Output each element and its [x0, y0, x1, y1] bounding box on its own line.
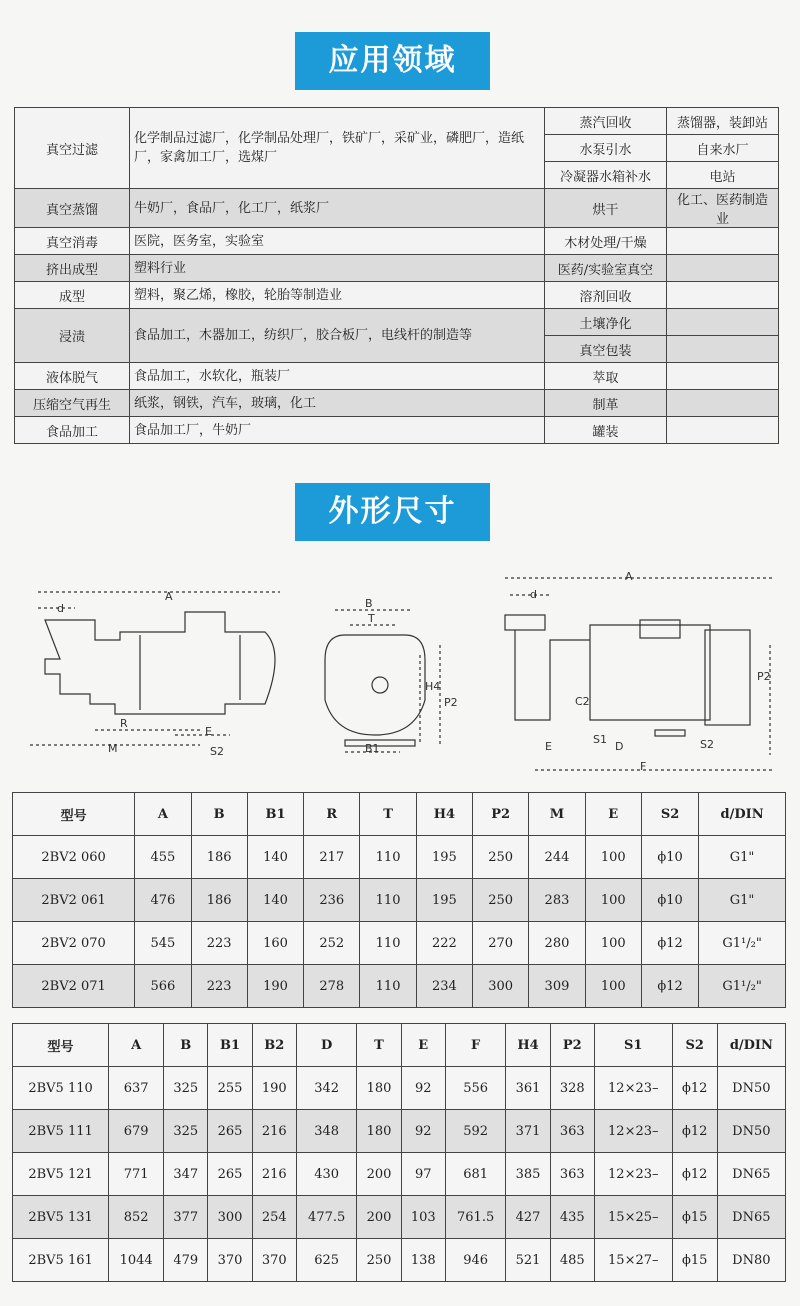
spec-header-cell: B — [164, 1024, 208, 1067]
spec-cell: 195 — [416, 836, 472, 879]
spec-cell: 223 — [191, 922, 247, 965]
label-E-right: E — [545, 740, 552, 753]
application-use: 真空包装 — [544, 336, 666, 363]
spec-cell: ϕ12 — [641, 965, 698, 1008]
spec-row — [13, 965, 786, 1008]
spec-cell: 186 — [191, 879, 247, 922]
application-row — [15, 189, 779, 228]
application-use-site — [667, 336, 779, 363]
application-use: 罐装 — [544, 417, 666, 444]
spec-cell: 103 — [401, 1196, 445, 1239]
spec-cell: 140 — [247, 836, 303, 879]
spec-cell: 328 — [550, 1067, 594, 1110]
spec-cell: 265 — [208, 1110, 252, 1153]
application-use: 萃取 — [544, 363, 666, 390]
spec-header-cell: S2 — [672, 1024, 717, 1067]
spec-cell: 250 — [473, 879, 529, 922]
application-use-site: 化工、医药制造业 — [667, 189, 779, 228]
spec-cell: ϕ10 — [641, 879, 698, 922]
application-use-site: 蒸馏器，装卸站 — [667, 108, 779, 135]
spec-cell: 476 — [135, 879, 191, 922]
spec-cell: ϕ12 — [672, 1153, 717, 1196]
application-field: 食品加工 — [15, 417, 130, 444]
spec-table-2bv2 — [12, 792, 786, 1008]
spec-cell: 946 — [445, 1239, 505, 1282]
spec-header-cell: S1 — [594, 1024, 672, 1067]
spec-cell: 250 — [357, 1239, 401, 1282]
spec-cell: 852 — [109, 1196, 164, 1239]
spec-cell: 100 — [585, 879, 641, 922]
label-P2-right: P2 — [757, 670, 771, 683]
spec-cell: ϕ15 — [672, 1196, 717, 1239]
application-use-site — [667, 390, 779, 417]
spec-header-cell: d/DIN — [717, 1024, 785, 1067]
application-use-site: 电站 — [667, 162, 779, 189]
application-industries: 食品加工，木器加工，纺织厂，胶合板厂，电线杆的制造等 — [130, 309, 545, 363]
spec-cell: 371 — [506, 1110, 550, 1153]
spec-cell: G1¹/₂" — [699, 965, 786, 1008]
application-use: 溶剂回收 — [544, 282, 666, 309]
spec-cell: 200 — [357, 1196, 401, 1239]
spec-header-cell: d/DIN — [699, 793, 786, 836]
spec-header-cell: B — [191, 793, 247, 836]
spec-cell: 342 — [296, 1067, 356, 1110]
spec-cell: 370 — [208, 1239, 252, 1282]
spec-cell: G1" — [699, 836, 786, 879]
label-d-right: d — [530, 588, 537, 601]
label-T: T — [368, 612, 375, 625]
application-use: 土壤净化 — [544, 309, 666, 336]
spec-cell: 363 — [550, 1110, 594, 1153]
label-S2-left: S2 — [210, 745, 224, 758]
spec-cell: 592 — [445, 1110, 505, 1153]
application-industries: 塑料，聚乙烯，橡胶，轮胎等制造业 — [130, 282, 545, 309]
spec-row — [13, 1196, 786, 1239]
spec-cell: 12×23– — [594, 1110, 672, 1153]
application-row — [15, 228, 779, 255]
spec-cell: ϕ10 — [641, 836, 698, 879]
spec-cell: DN65 — [717, 1153, 785, 1196]
spec-cell: 15×25– — [594, 1196, 672, 1239]
application-use-site: 自来水厂 — [667, 135, 779, 162]
application-row — [15, 108, 779, 135]
spec-cell: 300 — [208, 1196, 252, 1239]
label-d-left: d — [57, 602, 64, 615]
spec-cell: 385 — [506, 1153, 550, 1196]
pump-side-view-2bv2 — [30, 592, 280, 745]
spec-header-cell: D — [296, 1024, 356, 1067]
label-B: B — [365, 597, 373, 610]
spec-cell: 2BV2 070 — [13, 922, 135, 965]
label-A-left: A — [165, 590, 173, 603]
spec-cell: 2BV5 111 — [13, 1110, 109, 1153]
spec-row — [13, 1110, 786, 1153]
spec-header-cell: R — [304, 793, 360, 836]
application-industries: 化学制品过滤厂，化学制品处理厂，铁矿厂，采矿业，磷肥厂，造纸厂，家禽加工厂，选煤厂 — [130, 108, 545, 189]
application-use: 水泵引水 — [544, 135, 666, 162]
spec-header-cell: E — [585, 793, 641, 836]
spec-cell: 222 — [416, 922, 472, 965]
spec-cell: 761.5 — [445, 1196, 505, 1239]
spec-cell: 190 — [247, 965, 303, 1008]
spec-header-cell: T — [357, 1024, 401, 1067]
application-use: 医药/实验室真空 — [544, 255, 666, 282]
spec-cell: 347 — [164, 1153, 208, 1196]
application-field: 液体脱气 — [15, 363, 130, 390]
spec-cell: 12×23– — [594, 1067, 672, 1110]
spec-cell: 110 — [360, 879, 416, 922]
spec-cell: DN65 — [717, 1196, 785, 1239]
spec-cell: 190 — [252, 1067, 296, 1110]
spec-cell: 252 — [304, 922, 360, 965]
application-row — [15, 282, 779, 309]
application-use: 制革 — [544, 390, 666, 417]
spec-cell: 100 — [585, 965, 641, 1008]
spec-cell: 556 — [445, 1067, 505, 1110]
spec-cell: 216 — [252, 1153, 296, 1196]
application-row — [15, 390, 779, 417]
application-use-site — [667, 363, 779, 390]
application-field: 真空过滤 — [15, 108, 130, 189]
spec-cell: 138 — [401, 1239, 445, 1282]
spec-header-row — [13, 1024, 786, 1067]
spec-cell: 15×27– — [594, 1239, 672, 1282]
application-industries: 纸浆，钢铁，汽车，玻璃，化工 — [130, 390, 545, 417]
spec-cell: 92 — [401, 1067, 445, 1110]
spec-cell: DN50 — [717, 1110, 785, 1153]
application-row — [15, 417, 779, 444]
spec-cell: 679 — [109, 1110, 164, 1153]
spec-header-cell: P2 — [473, 793, 529, 836]
spec-header-cell: M — [529, 793, 585, 836]
spec-cell: 377 — [164, 1196, 208, 1239]
spec-cell: 477.5 — [296, 1196, 356, 1239]
application-use: 冷凝器水箱补水 — [544, 162, 666, 189]
application-use: 蒸汽回收 — [544, 108, 666, 135]
spec-cell: 270 — [473, 922, 529, 965]
spec-header-cell: B1 — [208, 1024, 252, 1067]
applications-banner: 应用领域 — [295, 32, 490, 90]
spec-header-cell: A — [109, 1024, 164, 1067]
spec-cell: 216 — [252, 1110, 296, 1153]
spec-cell: 363 — [550, 1153, 594, 1196]
application-use-site — [667, 417, 779, 444]
spec-row — [13, 1153, 786, 1196]
application-row — [15, 309, 779, 336]
label-H4: H4 — [425, 680, 441, 693]
spec-cell: 430 — [296, 1153, 356, 1196]
spec-cell: 455 — [135, 836, 191, 879]
label-C2: C2 — [575, 695, 590, 708]
spec-table-2bv5 — [12, 1023, 786, 1282]
spec-cell: 236 — [304, 879, 360, 922]
label-D: D — [615, 740, 624, 753]
spec-cell: 435 — [550, 1196, 594, 1239]
spec-cell: 100 — [585, 922, 641, 965]
spec-header-cell: S2 — [641, 793, 698, 836]
spec-cell: ϕ12 — [672, 1110, 717, 1153]
spec-cell: ϕ12 — [641, 922, 698, 965]
spec-header-cell: H4 — [416, 793, 472, 836]
spec-cell: DN50 — [717, 1067, 785, 1110]
spec-cell: 637 — [109, 1067, 164, 1110]
spec-cell: 160 — [247, 922, 303, 965]
label-S2-right: S2 — [700, 738, 714, 751]
application-field: 成型 — [15, 282, 130, 309]
label-E-left: E — [205, 725, 212, 738]
spec-cell: 217 — [304, 836, 360, 879]
spec-cell: 234 — [416, 965, 472, 1008]
spec-cell: 625 — [296, 1239, 356, 1282]
spec-cell: 771 — [109, 1153, 164, 1196]
spec-cell: 265 — [208, 1153, 252, 1196]
spec-cell: 2BV2 060 — [13, 836, 135, 879]
spec-header-cell: 型号 — [13, 1024, 109, 1067]
spec-cell: 325 — [164, 1110, 208, 1153]
spec-header-cell: H4 — [506, 1024, 550, 1067]
spec-cell: 244 — [529, 836, 585, 879]
spec-cell: 2BV5 161 — [13, 1239, 109, 1282]
spec-cell: 361 — [506, 1067, 550, 1110]
application-use: 木材处理/干燥 — [544, 228, 666, 255]
spec-header-cell: P2 — [550, 1024, 594, 1067]
application-row — [15, 363, 779, 390]
spec-cell: 280 — [529, 922, 585, 965]
spec-cell: 250 — [473, 836, 529, 879]
label-B1: B1 — [365, 742, 380, 755]
pump-front-view — [325, 610, 440, 752]
spec-cell: 110 — [360, 965, 416, 1008]
spec-header-cell: A — [135, 793, 191, 836]
spec-cell: 309 — [529, 965, 585, 1008]
applications-table — [14, 107, 779, 444]
spec-header-cell: F — [445, 1024, 505, 1067]
label-R: R — [120, 717, 128, 730]
spec-cell: 255 — [208, 1067, 252, 1110]
spec-row — [13, 922, 786, 965]
label-S1: S1 — [593, 733, 607, 746]
spec-cell: 427 — [506, 1196, 550, 1239]
spec-cell: DN80 — [717, 1239, 785, 1282]
spec-cell: 223 — [191, 965, 247, 1008]
spec-header-cell: B1 — [247, 793, 303, 836]
application-industries: 医院，医务室，实验室 — [130, 228, 545, 255]
application-industries: 塑料行业 — [130, 255, 545, 282]
application-use: 烘干 — [544, 189, 666, 228]
spec-cell: 485 — [550, 1239, 594, 1282]
spec-cell: 2BV5 131 — [13, 1196, 109, 1239]
spec-cell: 2BV5 110 — [13, 1067, 109, 1110]
application-use-site — [667, 282, 779, 309]
application-field: 真空消毒 — [15, 228, 130, 255]
spec-cell: 180 — [357, 1110, 401, 1153]
spec-row — [13, 879, 786, 922]
spec-cell: 2BV2 061 — [13, 879, 135, 922]
spec-cell: ϕ15 — [672, 1239, 717, 1282]
spec-cell: 195 — [416, 879, 472, 922]
label-M: M — [108, 742, 118, 755]
spec-cell: G1¹/₂" — [699, 922, 786, 965]
spec-row — [13, 836, 786, 879]
spec-cell: 325 — [164, 1067, 208, 1110]
spec-cell: 545 — [135, 922, 191, 965]
dimensions-banner: 外形尺寸 — [295, 483, 490, 541]
label-P2-mid: P2 — [444, 696, 458, 709]
spec-cell: 2BV2 071 — [13, 965, 135, 1008]
spec-cell: 521 — [506, 1239, 550, 1282]
spec-cell: 110 — [360, 836, 416, 879]
spec-cell: 140 — [247, 879, 303, 922]
application-field: 真空蒸馏 — [15, 189, 130, 228]
application-industries: 食品加工，水软化，瓶装厂 — [130, 363, 545, 390]
spec-cell: 278 — [304, 965, 360, 1008]
application-industries: 食品加工厂，牛奶厂 — [130, 417, 545, 444]
spec-cell: ϕ12 — [672, 1067, 717, 1110]
spec-header-cell: B2 — [252, 1024, 296, 1067]
spec-header-row — [13, 793, 786, 836]
spec-cell: 566 — [135, 965, 191, 1008]
spec-header-cell: 型号 — [13, 793, 135, 836]
spec-cell: 110 — [360, 922, 416, 965]
spec-cell: 283 — [529, 879, 585, 922]
spec-cell: 200 — [357, 1153, 401, 1196]
application-use-site — [667, 309, 779, 336]
spec-cell: 92 — [401, 1110, 445, 1153]
application-field: 挤出成型 — [15, 255, 130, 282]
spec-cell: 348 — [296, 1110, 356, 1153]
spec-cell: 254 — [252, 1196, 296, 1239]
spec-cell: 12×23– — [594, 1153, 672, 1196]
application-row — [15, 255, 779, 282]
spec-header-cell: T — [360, 793, 416, 836]
spec-row — [13, 1067, 786, 1110]
label-A-right: A — [625, 570, 633, 583]
spec-cell: 180 — [357, 1067, 401, 1110]
spec-cell: 300 — [473, 965, 529, 1008]
spec-cell: 479 — [164, 1239, 208, 1282]
spec-cell: 100 — [585, 836, 641, 879]
spec-cell: 370 — [252, 1239, 296, 1282]
spec-cell: G1" — [699, 879, 786, 922]
spec-cell: 1044 — [109, 1239, 164, 1282]
label-F: F — [640, 760, 647, 773]
application-industries: 牛奶厂，食品厂，化工厂，纸浆厂 — [130, 189, 545, 228]
spec-header-cell: E — [401, 1024, 445, 1067]
application-use-site — [667, 255, 779, 282]
spec-cell: 97 — [401, 1153, 445, 1196]
spec-cell: 681 — [445, 1153, 505, 1196]
dimension-drawing — [0, 570, 800, 780]
spec-cell: 2BV5 121 — [13, 1153, 109, 1196]
application-use-site — [667, 228, 779, 255]
application-field: 压缩空气再生 — [15, 390, 130, 417]
application-field: 浸渍 — [15, 309, 130, 363]
spec-row — [13, 1239, 786, 1282]
spec-cell: 186 — [191, 836, 247, 879]
